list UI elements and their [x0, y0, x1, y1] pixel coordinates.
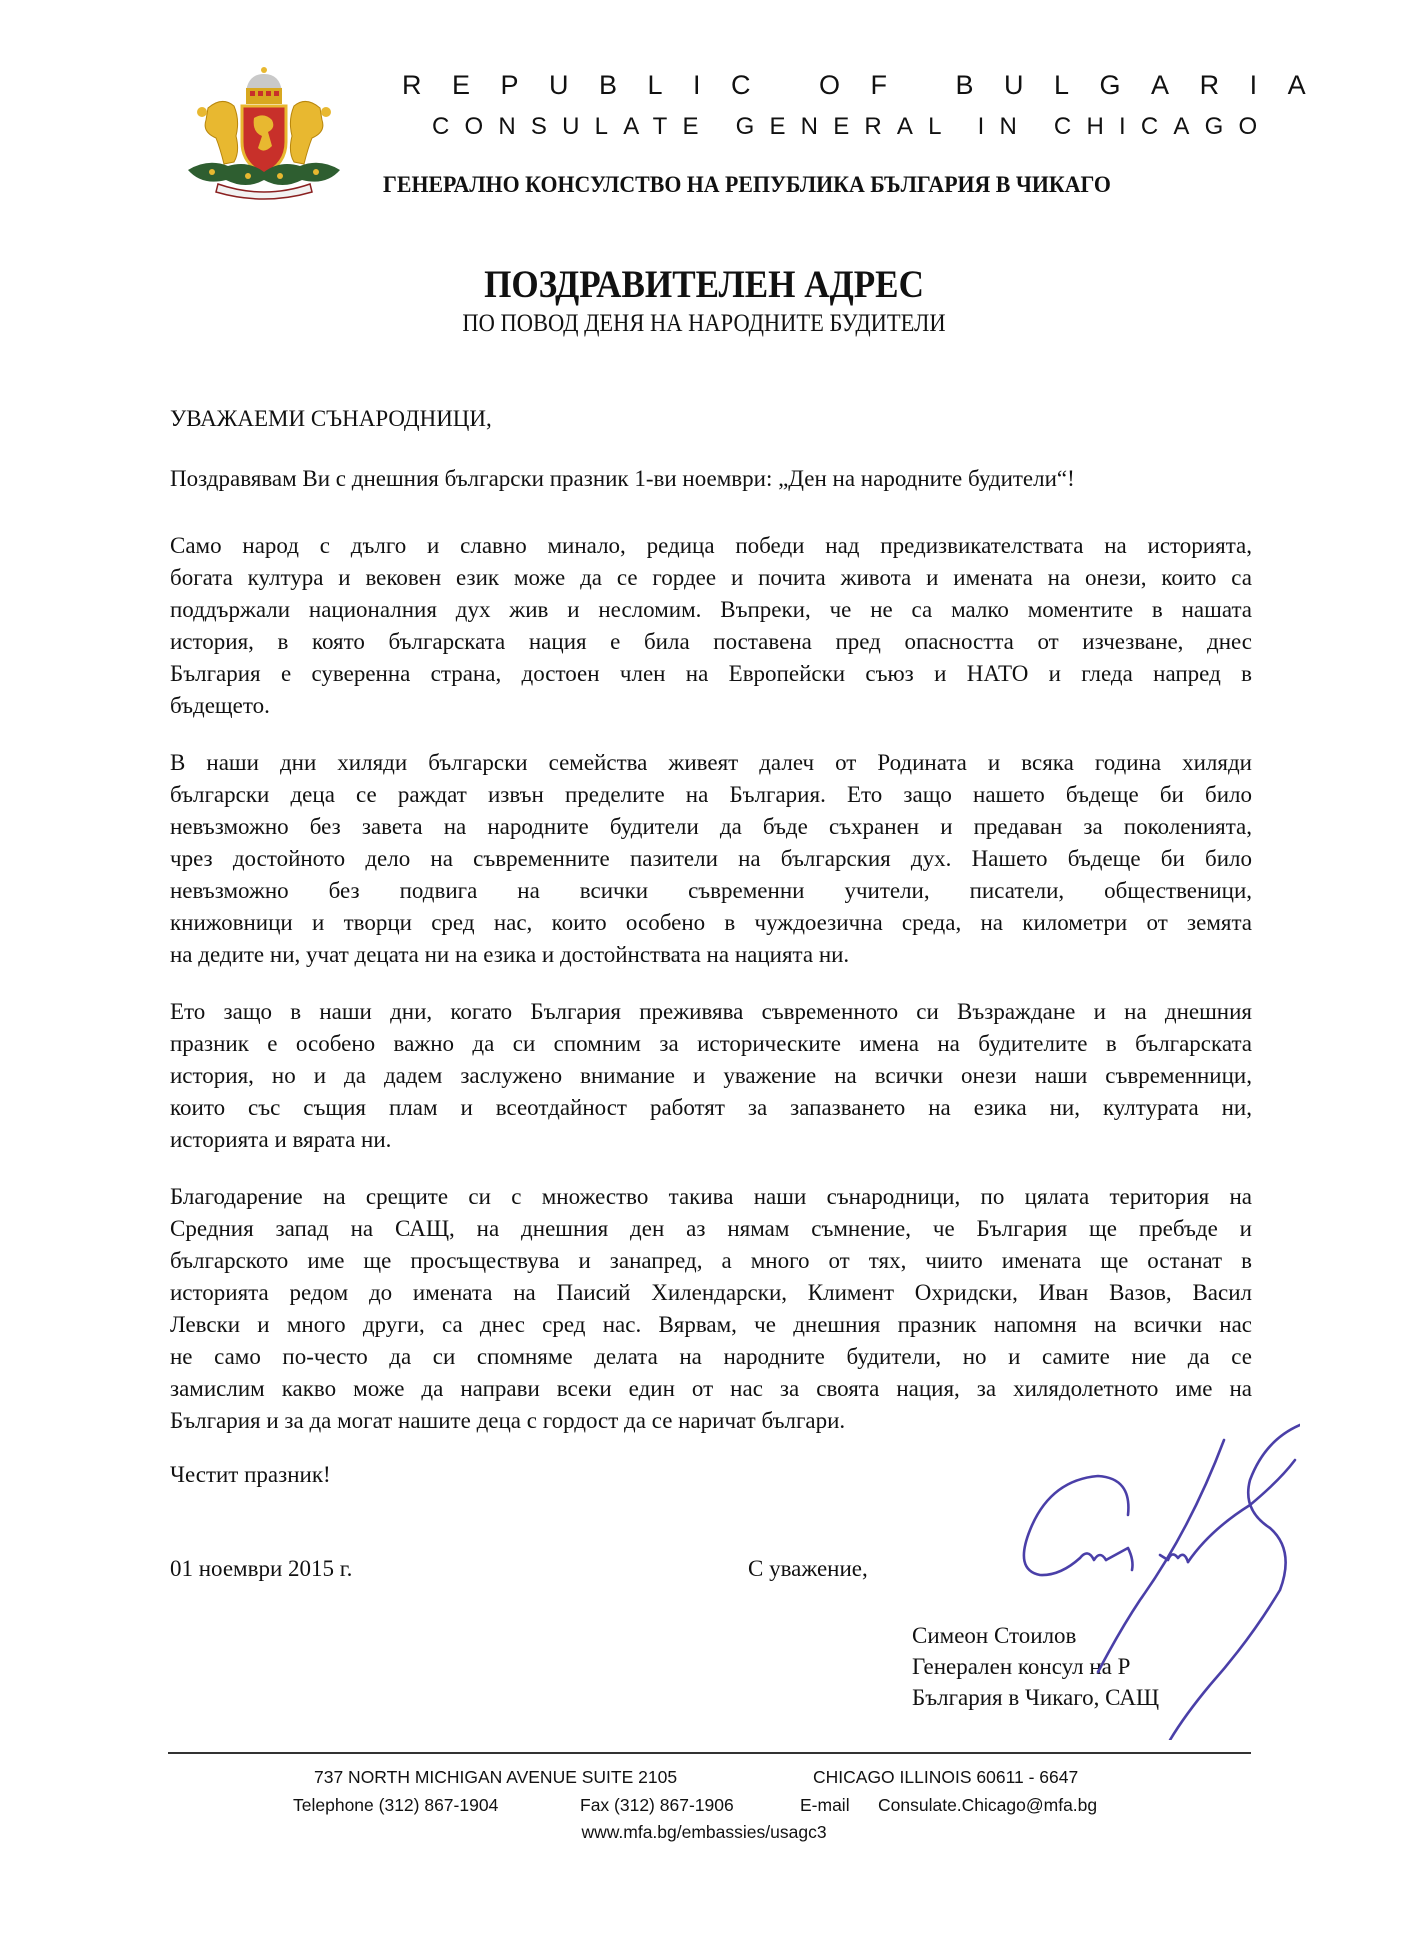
footer-telephone: Telephone (312) 867-1904	[293, 1795, 499, 1815]
paragraph-line: български деца се раждат извън пределите на България. Ето защо нашето бъдеще би било	[170, 782, 1252, 807]
paragraph-line: Само народ с дълго и славно минало, редица победи над предизвикателствата на историята,	[170, 533, 1252, 558]
document-title: ПОЗДРАВИТЕЛЕН АДРЕС	[484, 263, 924, 306]
paragraph-line: които със същия плам и всеотдайност работят за запазването на езика ни, културата ни,	[170, 1095, 1252, 1120]
signatory-title-line-1: Генерален консул на Р	[912, 1654, 1131, 1679]
paragraph-line: българското име ще просъществува и занапред, а много от тях, чиито имената ще останат в	[170, 1248, 1252, 1273]
paragraph-line: история, но и да дадем заслужено внимание и уважение на всички онези наши съвременници,	[170, 1063, 1252, 1088]
paragraph-line: невъзможно без завета на народните будители да бъде съхранен и предаван за поколенията,	[170, 814, 1252, 839]
paragraph-line: история, в която българската нация е била поставена пред опасността от изчезване, днес	[170, 629, 1252, 654]
paragraph-line: празник е особено важно да си спомним за историческите имена на будителите в българската	[170, 1031, 1252, 1056]
paragraph-line: Ето защо в наши дни, когато България преживява съвременното си Възраждане и на днешния	[170, 999, 1252, 1024]
paragraph-line: богата култура и вековен език може да се гордее и почита живота и имената на онези, които са	[170, 565, 1252, 590]
footer-address: 737 NORTH MICHIGAN AVENUE SUITE 2105	[314, 1767, 678, 1787]
signatory-name: Симеон Стоилов	[912, 1623, 1077, 1648]
paragraph-line: историята редом до имената на Паисий Хилендарски, Климент Охридски, Иван Вазов, Васил	[170, 1280, 1252, 1305]
paragraph-line: не само по-често да си спомняме делата на народните будители, но и самите ние да се	[170, 1344, 1252, 1369]
valediction: С уважение,	[748, 1556, 868, 1581]
footer-email-label: E-mail	[800, 1795, 850, 1815]
paragraph-line: Благодарение на срещите си с множество такива наши сънародници, по цялата територия на	[170, 1184, 1252, 1209]
paragraph-line: невъзможно без подвига на всички съвременни учители, писатели, общественици,	[170, 878, 1252, 903]
closing-wish: Честит празник!	[170, 1462, 331, 1487]
paragraph-line: книжовници и творци сред нас, които особено в чуждоезична среда, на километри от земята	[170, 910, 1252, 935]
paragraph-line: замислим какво може да направи всеки един от нас за своята нация, за хилядолетното име на	[170, 1376, 1252, 1401]
footer-fax: Fax (312) 867-1906	[580, 1795, 734, 1815]
paragraph-line: България и за да могат нашите деца с гордост да се наричат българи.	[170, 1408, 846, 1433]
paragraph-line: В наши дни хиляди български семейства живеят далеч от Родината и всяка година хиляди	[170, 750, 1252, 775]
letter-date: 01 ноември 2015 г.	[170, 1556, 353, 1581]
paragraph-line: поддържали националния дух жив и несломим. Въпреки, че не са малко моментите в нашата	[170, 597, 1252, 622]
paragraph-line: историята и вярата ни.	[170, 1127, 392, 1152]
letterhead-consulate-bg: ГЕНЕРАЛНО КОНСУЛСТВО НА РЕПУБЛИКА БЪЛГАРИЯ В ЧИКАГО	[383, 172, 1111, 198]
footer-email-link[interactable]: Consulate.Chicago@mfa.bg	[878, 1795, 1098, 1815]
paragraph-line: Средния запад на САЩ, на днешния ден аз нямам съмнение, че България ще пребъде и	[170, 1216, 1252, 1241]
paragraph-line: Левски и много други, са днес сред нас. Вярвам, че днешния празник напомня на всички нас	[170, 1312, 1252, 1337]
paragraph-line: чрез достойното дело на съвременните пазители на българския дух. Нашето бъдеще би било	[170, 846, 1252, 871]
paragraph-line: България е суверенна страна, достоен член на Европейски съюз и НАТО и гледа напред в	[170, 661, 1252, 686]
letterhead-consulate-en: CONSULATE GENERAL IN CHICAGO	[432, 113, 1273, 140]
signatory-title-line-2: България в Чикаго, САЩ	[912, 1685, 1160, 1710]
intro-line: Поздравявам Ви с днешния български празник 1-ви ноември: „Ден на народните будители“!	[170, 466, 1075, 491]
letterhead-country: REPUBLIC OF BULGARIA	[402, 70, 1337, 100]
paragraph-line: на дедите ни, учат децата ни на езика и достойнствата на нацията ни.	[170, 942, 850, 967]
footer-city: CHICAGO ILLINOIS 60611 - 6647	[813, 1767, 1079, 1787]
greeting: УВАЖАЕМИ СЪНАРОДНИЦИ,	[170, 406, 492, 431]
coat-of-arms-icon	[178, 62, 350, 202]
paragraph-line: бъдещето.	[170, 693, 270, 718]
footer-divider	[168, 1752, 1251, 1754]
footer-website-link[interactable]: www.mfa.bg/embassies/usagc3	[581, 1822, 827, 1842]
coat-of-arms-emblem	[178, 62, 350, 202]
document-subtitle: ПО ПОВОД ДЕНЯ НА НАРОДНИТЕ БУДИТЕЛИ	[462, 310, 946, 337]
